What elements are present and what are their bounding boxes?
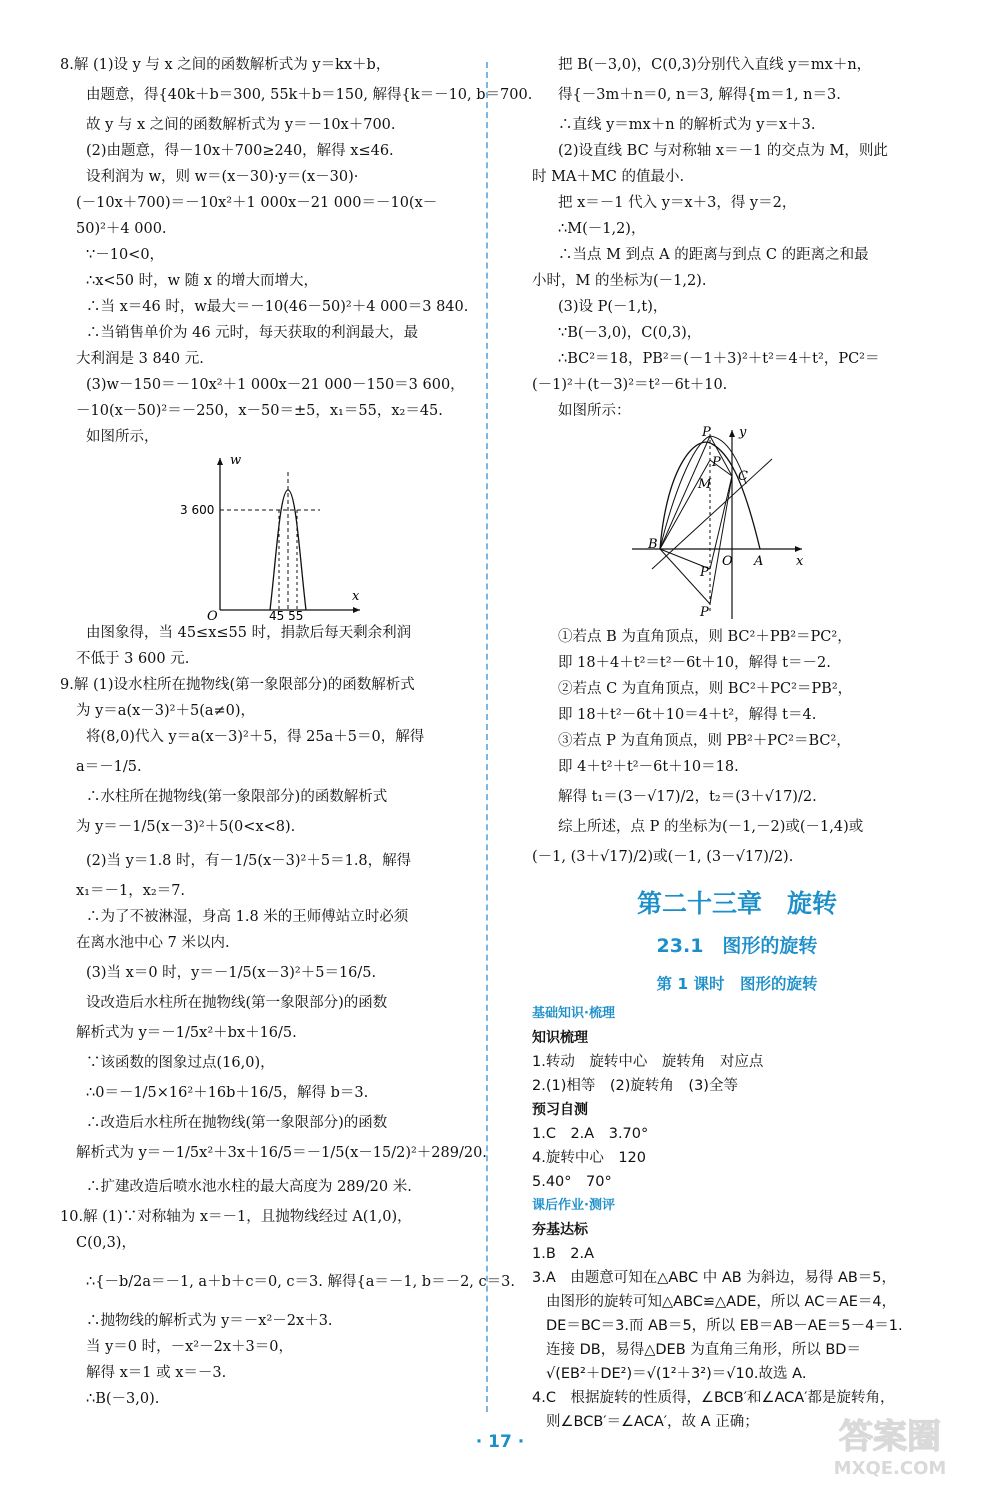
- text-line: (3)w－150＝－10x²＋1 000x－21 000－150＝3 600，: [86, 377, 465, 393]
- text-line: 解析式为 y＝－1/5x²＋3x＋16/5＝－1/5(x－15/2)²＋289/20.: [76, 1145, 487, 1161]
- text-line: 如图所示，: [86, 429, 159, 445]
- knowledge-review-heading: 知识梳理: [532, 1030, 588, 1046]
- section-title: 23.1 图形的旋转: [656, 935, 818, 957]
- watermark-url: MXQE.COM: [833, 1458, 947, 1479]
- x-axis-label: x: [352, 589, 360, 604]
- answer-line: 4.C 根据旋转的性质得，∠BCB′和∠ACA′都是旋转角，: [532, 1390, 895, 1406]
- y-axis-arrow: [217, 458, 223, 465]
- label-o: O: [722, 554, 733, 569]
- x-axis-arrow: [353, 607, 360, 613]
- text-line: －10(x－50)²＝－250，x－50＝±5，x₁＝55，x₂＝45.: [76, 403, 443, 419]
- text-line: (3)当 x＝0 时，y＝－1/5(x－3)²＋5＝16/5.: [86, 965, 377, 981]
- answer-line: 5.40° 70°: [532, 1174, 612, 1190]
- foundation-heading: 夯基达标: [532, 1222, 588, 1238]
- text-line: ∵该函数的图象过点(16,0)，: [86, 1055, 275, 1071]
- text-line: ∴抛物线的解析式为 y＝－x²－2x＋3.: [86, 1313, 333, 1329]
- text-line: C(0,3)，: [76, 1235, 136, 1251]
- text-line: ∴扩建改造后喷水池水柱的最大高度为 289/20 米.: [86, 1179, 412, 1195]
- answer-line: 1.C 2.A 3.70°: [532, 1126, 649, 1142]
- text-line: x₁＝－1，x₂＝7.: [76, 883, 186, 899]
- answer-line: 1.B 2.A: [532, 1246, 595, 1262]
- homework-tag: 课后作业·测评: [532, 1198, 615, 1213]
- text-line: (3)设 P(－1,t)，: [558, 299, 668, 315]
- problem-9: [60, 672, 487, 1204]
- text-line: ①若点 B 为直角顶点，则 BC²＋PB²＝PC²，: [558, 629, 852, 645]
- text-line: 即 18＋t²－6t＋10＝4＋t²，解得 t＝4.: [558, 707, 817, 723]
- text-line: ∴直线 y＝mx＋n 的解析式为 y＝x＋3.: [558, 117, 816, 133]
- text-line: ∵－10<0，: [86, 247, 165, 263]
- text-line: 时 MA＋MC 的值最小.: [532, 169, 685, 185]
- watermark-logo: [800, 1410, 980, 1480]
- label-b: B: [648, 537, 658, 552]
- answer-line: DE＝BC＝3.而 AB＝5，所以 EB＝AB－AE＝5－4＝1.: [546, 1318, 903, 1334]
- lesson-title: 第 1 课时 图形的旋转: [656, 975, 818, 993]
- text-line: 由题意，得{40k＋b＝300, 55k＋b＝150, 解得{k＝－10, b＝700.: [86, 87, 533, 103]
- text-line: 小时，M 的坐标为(－1,2).: [532, 273, 707, 289]
- profit-graph-svg: [60, 450, 470, 620]
- x-tick-labels: 45 55: [269, 609, 304, 620]
- text-line: 如图所示：: [558, 403, 631, 419]
- text-line: 即 4＋t²＋t²－6t＋10＝18.: [558, 759, 739, 775]
- segment-p4c: [710, 476, 732, 604]
- text-line: 设改造后水柱所在抛物线(第一象限部分)的函数: [86, 995, 388, 1011]
- text-line: ∴BC²＝18，PB²＝(－1＋3)²＋t²＝4＋t²，PC²＝: [558, 351, 880, 367]
- label-a: A: [754, 554, 764, 569]
- y-axis-label: y: [739, 425, 747, 440]
- problem-8: [60, 52, 533, 450]
- text-line: 即 18＋4＋t²＝t²－6t＋10，解得 t＝－2.: [558, 655, 831, 671]
- text-line: ∴{－b/2a＝－1, a＋b＋c＝0, c＝3. 解得{a＝－1, b＝－2, c＝3.: [86, 1274, 515, 1290]
- text-line: 解得 t₁＝(3－√17)/2，t₂＝(3＋√17)/2.: [558, 789, 817, 805]
- basic-knowledge-tag: 基础知识·梳理: [532, 1006, 615, 1021]
- answer-line: 2.(1)相等 (2)旋转角 (3)全等: [532, 1078, 738, 1094]
- text-line: ②若点 C 为直角顶点，则 BC²＋PC²＝PB²，: [558, 681, 853, 697]
- text-line: 在离水池中心 7 米以内.: [76, 935, 230, 951]
- y-tick-label: 3 600: [180, 503, 215, 517]
- text-line: 10.解 (1)∵对称轴为 x＝－1，且抛物线经过 A(1,0)，: [60, 1209, 412, 1225]
- text-line: 9.解 (1)设水柱所在抛物线(第一象限部分)的函数解析式: [60, 677, 415, 693]
- column-divider: [486, 62, 488, 1412]
- x-axis-label: x: [796, 554, 804, 569]
- profit-graph: [60, 450, 470, 620]
- text-line: 将(8,0)代入 y＝a(x－3)²＋5，得 25a＋5＝0，解得: [86, 729, 425, 745]
- origin-label: O: [207, 609, 218, 620]
- label-m: M: [698, 477, 712, 492]
- text-line: ∴水柱所在抛物线(第一象限部分)的函数解析式: [86, 789, 388, 805]
- problem-10: [60, 1204, 515, 1412]
- text-line: ∴B(－3,0).: [86, 1391, 160, 1407]
- segment-bp1: [660, 436, 710, 549]
- text-line: 解析式为 y＝－1/5x²＋bx＋16/5.: [76, 1025, 297, 1041]
- label-p: P: [712, 455, 721, 470]
- right-column: [532, 52, 942, 1434]
- text-line: (2)由题意，得－10x＋700≥240，解得 x≤46.: [86, 143, 394, 159]
- left-column: [60, 52, 533, 1412]
- answer-line: 连接 DB，易得△DEB 为直角三角形，所以 BD＝: [546, 1342, 861, 1358]
- text-line: 当 y＝0 时，－x²－2x＋3＝0，: [86, 1339, 293, 1355]
- text-line: (－1, (3＋√17)/2)或(－1, (3－√17)/2).: [532, 849, 794, 865]
- problem-10-continued: [532, 52, 942, 424]
- chapter-title: 第二十三章 旋转: [636, 889, 837, 918]
- text-line: ∴0＝－1/5×16²＋16b＋16/5，解得 b＝3.: [86, 1085, 369, 1101]
- text-line: 把 x＝－1 代入 y＝x＋3，得 y＝2，: [558, 195, 797, 211]
- text-line: (2)当 y＝1.8 时，有－1/5(x－3)²＋5＝1.8，解得: [86, 853, 412, 869]
- answer-line: 3.A 由题意可知在△ABC 中 AB 为斜边，易得 AB＝5，: [532, 1270, 897, 1286]
- text-line: 得{－3m＋n＝0, n＝3, 解得{m＝1, n＝3.: [558, 87, 841, 103]
- answer-line: 1.转动 旋转中心 旋转角 对应点: [532, 1054, 764, 1070]
- problem-10-cases: [532, 624, 942, 874]
- text-line: 解得 x＝1 或 x＝－3.: [86, 1365, 227, 1381]
- text-line: ∵B(－3,0)，C(0,3)，: [558, 325, 702, 341]
- text-line: 50)²＋4 000.: [76, 221, 167, 237]
- answer-line: 4.旋转中心 120: [532, 1150, 647, 1166]
- text-line: 为 y＝－1/5(x－3)²＋5(0<x<8).: [76, 819, 296, 835]
- label-p: P: [700, 605, 709, 620]
- answer-line: 则∠BCB′＝∠ACA′，故 A 正确；: [546, 1414, 759, 1430]
- problem-8-conclusion: [60, 620, 470, 672]
- text-line: ③若点 P 为直角顶点，则 PB²＋PC²＝BC²，: [558, 733, 851, 749]
- answer-line: 由图形的旋转可知△ABC≌△ADE，所以 AC＝AE＝4，: [546, 1294, 897, 1310]
- text-line: 8.解 (1)设 y 与 x 之间的函数解析式为 y＝kx＋b，: [60, 57, 391, 73]
- label-p: P: [700, 565, 709, 580]
- x-axis-arrow: [795, 546, 802, 552]
- preview-test-heading: 预习自测: [532, 1102, 588, 1118]
- text-line: 综上所述，点 P 的坐标为(－1,－2)或(－1,4)或: [558, 819, 864, 835]
- text-line: 为 y＝a(x－3)²＋5(a≠0)，: [76, 703, 256, 719]
- text-line: a＝－1/5.: [76, 759, 142, 775]
- text-line: ∴为了不被淋湿，身高 1.8 米的王师傅站立时必须: [86, 909, 409, 925]
- text-line: (2)设直线 BC 与对称轴 x＝－1 的交点为 M，则此: [558, 143, 888, 159]
- answer-line: √(EB²＋DE²)＝√(1²＋3²)＝√10.故选 A.: [546, 1366, 807, 1382]
- text-line: 设利润为 w，则 w＝(x－30)·y＝(x－30)·: [86, 169, 359, 185]
- text-line: 由图象得，当 45≤x≤55 时，捐款后每天剩余利润: [86, 625, 412, 641]
- text-line: 大利润是 3 840 元.: [76, 351, 204, 367]
- text-line: ∴M(－1,2)，: [558, 221, 646, 237]
- label-c: C: [738, 469, 748, 484]
- text-line: ∴当 x＝46 时，w最大＝－10(46－50)²＋4 000＝3 840.: [86, 299, 469, 315]
- segment-bp2: [660, 460, 710, 549]
- text-line: (－1)²＋(t－3)²＝t²－6t＋10.: [532, 377, 728, 393]
- text-line: ∴x<50 时，w 随 x 的增大而增大，: [86, 273, 319, 289]
- text-line: ∴改造后水柱所在抛物线(第一象限部分)的函数: [86, 1115, 388, 1131]
- y-axis-label: w: [230, 453, 242, 468]
- text-line: ∴当点 M 到点 A 的距离与到点 C 的距离之和最: [558, 247, 869, 263]
- text-line: ∴当销售单价为 46 元时，每天获取的利润最大，最: [86, 325, 419, 341]
- watermark-title: 答案圈: [839, 1417, 941, 1457]
- text-line: (－10x＋700)＝－10x²＋1 000x－21 000＝－10(x－: [76, 195, 438, 211]
- label-p: P: [702, 425, 711, 440]
- text-line: 故 y 与 x 之间的函数解析式为 y＝－10x＋700.: [86, 117, 396, 133]
- text-line: 把 B(－3,0)，C(0,3)分别代入直线 y＝mx＋n，: [558, 57, 872, 73]
- page-number: · 17 ·: [475, 1432, 525, 1452]
- parabola-graph: [532, 424, 942, 624]
- parabola-graph-svg: [532, 424, 942, 624]
- text-line: 不低于 3 600 元.: [76, 651, 190, 667]
- y-axis-arrow: [729, 430, 735, 437]
